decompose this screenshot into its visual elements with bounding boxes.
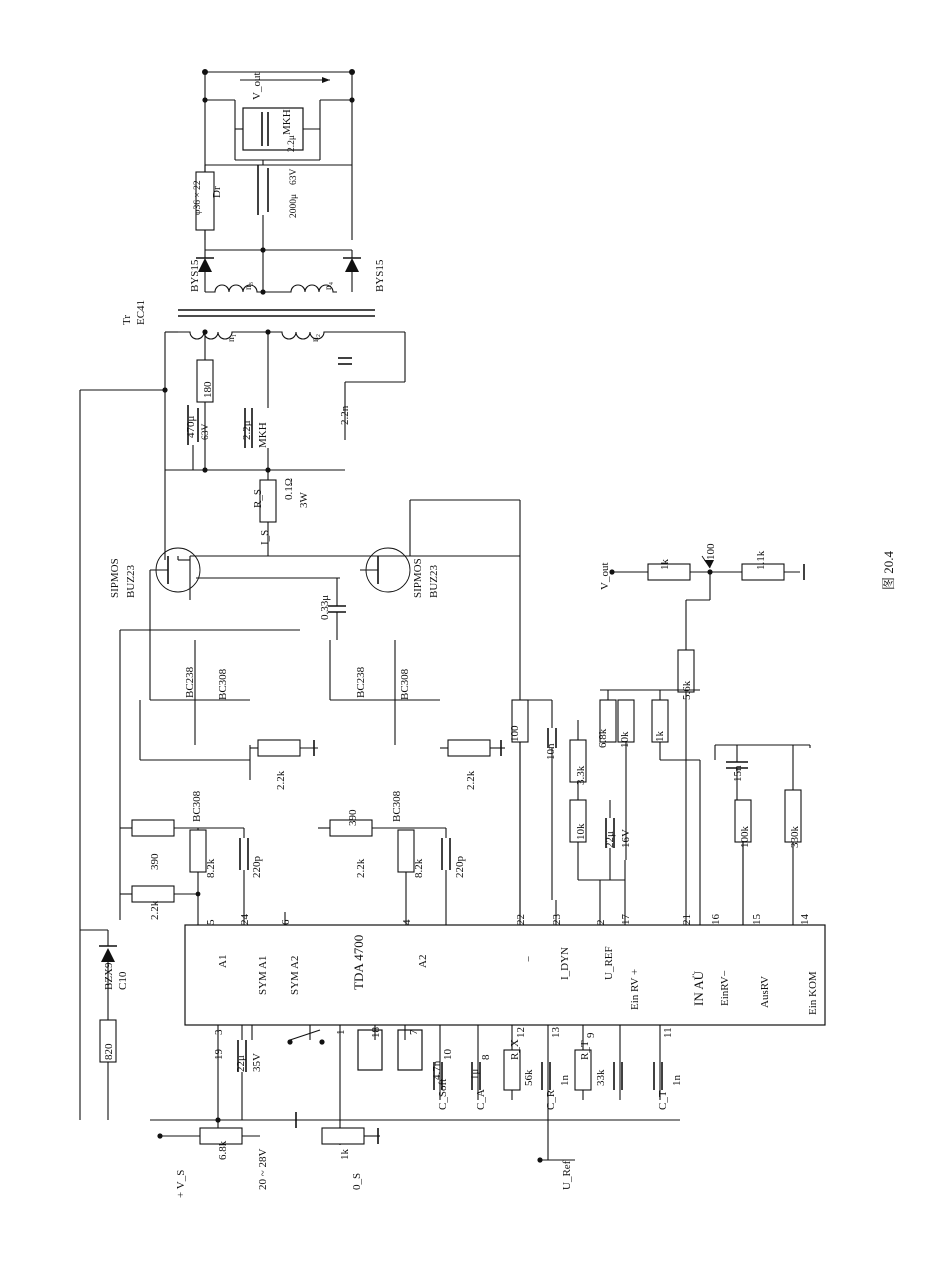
- label-r56k: 5.6k: [681, 680, 693, 700]
- label-winding-n1: n₁: [227, 333, 237, 342]
- label-pnp-low-left: BC308: [191, 790, 203, 822]
- label-r68k-supply: 6.8k: [217, 1140, 229, 1160]
- label-pot100: 100: [705, 543, 717, 560]
- label-c22u-16v-volt: 16V: [620, 829, 632, 848]
- label-r390-left: 390: [149, 853, 161, 870]
- pin-number-5: 5: [205, 919, 217, 925]
- pin-number-13: 13: [550, 1027, 562, 1038]
- pin-number-21: 21: [681, 914, 693, 925]
- label-vs: + V_S: [175, 1169, 187, 1198]
- label-r82k-right: 8.2k: [413, 858, 425, 878]
- figure-caption: 图 20.4: [881, 550, 896, 590]
- label-cap-mkh-value: 2.2μ: [287, 135, 297, 152]
- pin-number-1: 1: [335, 1029, 347, 1035]
- label-gate-cap: 0.33μ: [319, 594, 331, 620]
- label-r820: 820: [103, 1043, 115, 1060]
- label-rs-value: 0.1Ω: [283, 478, 295, 500]
- label-r1k-a: 1k: [654, 731, 666, 742]
- label-zener-type: C10: [117, 971, 129, 990]
- label-winding-n3: n₃: [244, 281, 254, 290]
- label-cap-2000u-volt: 63V: [289, 168, 299, 185]
- label-mosfet-right-tech: SIPMOS: [412, 558, 424, 598]
- label-r-x-value: 56k: [523, 1069, 535, 1086]
- label-v-out-top: V_out: [251, 72, 263, 100]
- label-c22u-16v: 22μ: [604, 831, 616, 848]
- label-winding-n2: n₂: [311, 333, 321, 342]
- label-r10k: 10k: [619, 731, 631, 748]
- label-diode-left: BYS15: [189, 259, 201, 292]
- label-c-t: C_T: [657, 1090, 669, 1110]
- label-c-soft: C_Soft: [437, 1078, 449, 1110]
- label-c470u: 470μ: [185, 415, 197, 438]
- pin-label-sym-a1: SYM A1: [257, 955, 269, 995]
- pin-label-a2: A2: [417, 954, 429, 968]
- label-r100k: 100k: [739, 826, 751, 848]
- label-c220p-right: 220p: [454, 856, 466, 878]
- pin-label-ein-kom: Ein KOM: [807, 971, 819, 1015]
- label-r22k-right: 2.2k: [465, 770, 477, 790]
- label-diode-right: BYS15: [374, 259, 386, 292]
- label-r22k-left: 2.2k: [275, 770, 287, 790]
- pin-number-17: 17: [620, 914, 632, 925]
- label-c-t-value: 1n: [671, 1075, 683, 1086]
- pin-label-idyn: I_DYN: [559, 947, 571, 980]
- label-vs-range: 20 ~ 28V: [257, 1148, 269, 1190]
- label-r11k: 1.1k: [755, 550, 767, 570]
- pin-number-22: 22: [515, 914, 527, 925]
- pin-label-a1: A1: [217, 954, 229, 968]
- pin-label-sym-a2: SYM A2: [289, 955, 301, 995]
- label-r390-right: 390: [347, 809, 359, 826]
- pin-number-4: 4: [401, 919, 413, 925]
- label-c-soft-value: 4.7n: [431, 1060, 443, 1080]
- label-c15n: 15n: [732, 765, 744, 782]
- label-r180: 180: [202, 381, 214, 398]
- pin-label-minus: −: [523, 955, 535, 962]
- pin-number-14: 14: [799, 914, 811, 925]
- label-is: I_S: [259, 529, 271, 545]
- label-mosfet-left-type: BUZ23: [125, 565, 137, 598]
- label-cap-mkh: MKH: [281, 109, 293, 135]
- label-v-out: V_out: [599, 562, 611, 590]
- pin-number-15: 15: [751, 914, 763, 925]
- label-r100-fb: 100: [509, 725, 521, 742]
- label-r-t: R_T: [579, 1040, 591, 1060]
- label-r68k: 6.8k: [597, 728, 609, 748]
- pin-number-6: 6: [280, 919, 292, 925]
- label-c470u-volt: 63V: [201, 423, 211, 440]
- label-r22k-bias-right: 2.2k: [355, 858, 367, 878]
- label-r22k-bias-left: 2.2k: [149, 900, 161, 920]
- pin-number-12: 12: [515, 1027, 527, 1038]
- pin-number-18: 18: [370, 1027, 382, 1038]
- label-zener: BZX97: [103, 957, 115, 990]
- label-c220p-left: 220p: [251, 856, 263, 878]
- label-c22u-35v-volt: 35V: [251, 1053, 263, 1072]
- label-cap-2000u: 2000μ: [289, 193, 299, 218]
- label-r1k-supply: 1k: [339, 1149, 351, 1160]
- label-r33k: 3.3k: [575, 765, 587, 785]
- label-c-r-value: 1n: [559, 1075, 571, 1086]
- label-c-a: C_A: [475, 1089, 487, 1110]
- pin-label-uref: U_REF: [603, 946, 615, 980]
- label-r-t-value: 33k: [595, 1069, 607, 1086]
- label-c22n: 2.2n: [339, 405, 351, 425]
- pin-number-19: 19: [213, 1049, 225, 1060]
- label-pnp-right: BC308: [399, 668, 411, 700]
- label-r330k: 330k: [789, 826, 801, 848]
- pin-number-8: 8: [480, 1054, 492, 1060]
- pin-label-in-au: IN AÜ: [691, 970, 706, 1006]
- label-pot10k: 10k: [575, 823, 587, 840]
- label-c22u-mkh: MKH: [257, 422, 269, 448]
- label-c-a-value: 1μ: [469, 1068, 481, 1080]
- pin-number-3: 3: [213, 1029, 225, 1035]
- label-rs-power: 3W: [298, 492, 310, 508]
- label-npn-left: BC238: [184, 666, 196, 698]
- label-r82k-left: 8.2k: [205, 858, 217, 878]
- label-rs: R_S: [252, 489, 264, 508]
- pin-number-9: 9: [585, 1032, 597, 1038]
- label-c10n: 10n: [545, 743, 557, 760]
- pin-number-10: 10: [442, 1049, 454, 1060]
- pin-number-2: 2: [595, 919, 607, 925]
- label-transformer: Tr: [121, 315, 133, 325]
- label-mosfet-right-type: BUZ23: [428, 565, 440, 598]
- pin-number-7: 7: [408, 1029, 420, 1035]
- label-c22u: 2.2μ: [241, 420, 253, 440]
- label-c-r: C_R: [545, 1089, 557, 1110]
- label-c22u-35v: 22μ: [235, 1055, 247, 1072]
- label-winding-n4: n₄: [324, 281, 334, 290]
- label-npn-right: BC238: [355, 666, 367, 698]
- label-r-x: R_X: [509, 1039, 521, 1060]
- pin-number-24: 24: [239, 914, 251, 925]
- pin-number-16: 16: [710, 914, 722, 925]
- label-u-ref: U_Ref: [561, 1160, 573, 1190]
- label-mosfet-left-tech: SIPMOS: [109, 558, 121, 598]
- pin-label-aus-rv: AusRV: [759, 975, 771, 1008]
- label-pnp-low-right: BC308: [391, 790, 403, 822]
- ic-name: TDA 4700: [351, 934, 366, 990]
- label-choke-spec: φ36 × 22: [193, 180, 203, 215]
- pin-number-23: 23: [551, 914, 563, 925]
- label-choke: Dr: [211, 186, 223, 198]
- pin-label-ein-rv-minus: EinRV−: [719, 970, 731, 1006]
- pin-label-ein-rv-plus: Ein RV +: [629, 968, 641, 1010]
- label-transformer-core: EC41: [135, 299, 147, 325]
- label-gnd: 0_S: [351, 1172, 363, 1190]
- label-r1k-out: 1k: [659, 559, 671, 570]
- label-pnp-left: BC308: [217, 668, 229, 700]
- pin-number-11: 11: [662, 1027, 674, 1038]
